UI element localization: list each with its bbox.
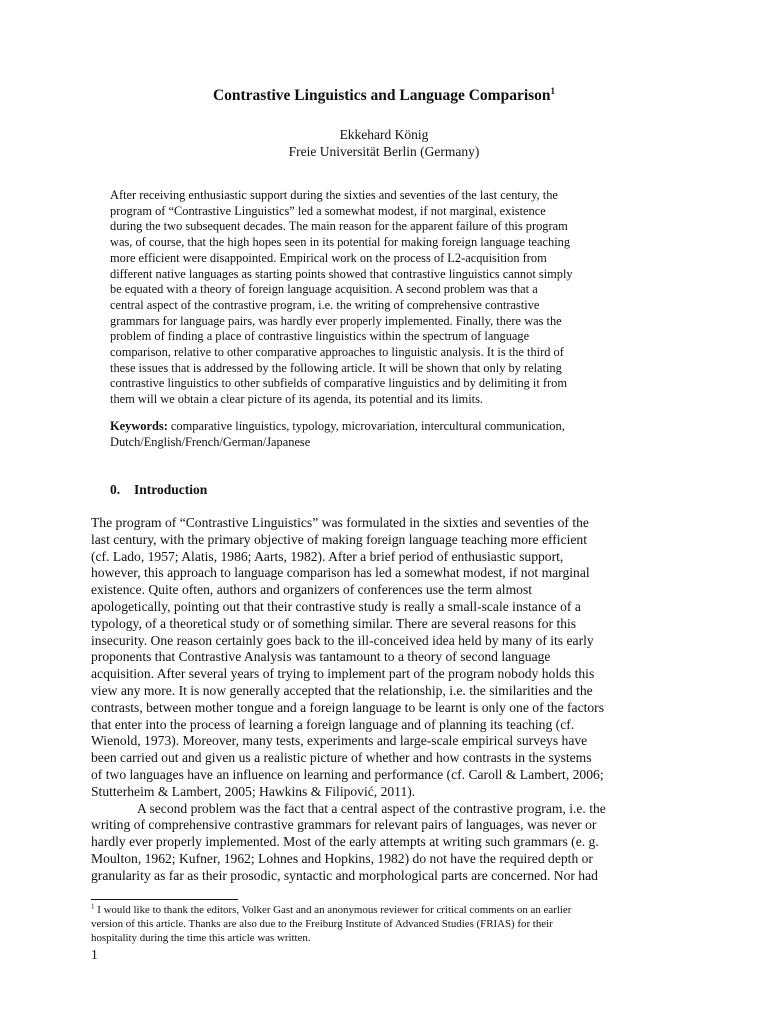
body-line: of two languages have an influence on learning and performance (cf. Caroll & Lambert, 2006; [91, 766, 604, 782]
page-number: 1 [91, 947, 98, 962]
body-line: The program of “Contrastive Linguistics” was formulated in the sixties and seventies of the [91, 515, 589, 530]
body-text [91, 515, 691, 885]
body-line: view any more. It is now generally accepted that the relationship, i.e. the similarities and the [91, 682, 593, 698]
footnote-line [91, 904, 691, 918]
body-line: proponents that Contrastive Analysis was tantamount to a theory of second language [91, 649, 551, 665]
body-line: insecurity. One reason certainly goes back to the ill-conceived idea held by many of its early [91, 632, 594, 648]
title-footnote-marker: 1 [550, 85, 556, 96]
abstract-line: grammars for language pairs, was hardly ever properly implemented. Finally, there was the [110, 313, 562, 328]
keywords-line [110, 419, 670, 435]
abstract [110, 188, 660, 408]
body-line-paragraph-start: A second problem was the fact that a central aspect of the contrastive program, i.e. the [137, 800, 606, 816]
abstract-line: was, of course, that the high hopes seen in its potential for making foreign language teaching [110, 235, 571, 250]
abstract-line: After receiving enthusiastic support during the sixties and seventies of the last century, the [110, 188, 558, 202]
body-line: existence. Quite often, authors and organizers of conferences use the term almost [91, 582, 533, 598]
body-line: granularity as far as their prosodic, syntactic and morphological parts are concerned. Nor had [91, 867, 598, 883]
abstract-line: during the two subsequent decades. The main reason for the apparent failure of this program [110, 219, 568, 234]
section-number: 0. [110, 482, 121, 497]
footnote-line: hospitality during the time this article was written. [91, 931, 311, 944]
footnote-line: version of this article. Thanks are also due to the Freiburg Institute of Advanced Studies (FRIAS) for their [91, 917, 553, 930]
body-line: last century, with the primary objective of making foreign language teaching more efficient [91, 531, 587, 547]
abstract-line: be equated with a theory of foreign language acquisition. A second problem was that a [110, 282, 538, 297]
abstract-line: different native languages as starting points showed that contrastive linguistics cannot simply [110, 266, 573, 281]
keywords [110, 419, 670, 450]
body-line: Wienold, 1973). Moreover, many tests, experiments and large-scale empirical surveys have [91, 733, 588, 749]
footnote-text: I would like to thank the editors, Volker Gast and an anonymous reviewer for critical comments on an earlier [94, 904, 572, 916]
keywords-values: comparative linguistics, typology, microvariation, intercultural communication, [167, 419, 565, 433]
body-line: that enter into the process of learning a foreign language and of planning its teaching (cf. [91, 716, 575, 732]
body-line: typology, of a theoretical study or of something similar. There are several reasons for this [91, 615, 577, 631]
body-line: writing of comprehensive contrastive grammars for relevant pairs of languages, was never or [91, 817, 597, 833]
section-title: Introduction [134, 482, 208, 497]
footnote [91, 904, 691, 945]
abstract-line: central aspect of the contrastive program, i.e. the writing of comprehensive contrastive [110, 297, 540, 312]
body-line: Moulton, 1962; Kufner, 1962; Lohnes and Hopkins, 1982) do not have the required depth or [91, 850, 593, 866]
author-affiliation: Freie Universität Berlin (Germany) [288, 144, 480, 159]
abstract-line: these issues that is addressed by the following article. It will be shown that only by relating [110, 360, 562, 375]
section-heading [110, 481, 207, 498]
abstract-line: contrastive linguistics to other subfields of comparative linguistics and by delimiting it from [110, 376, 567, 391]
author-name: Ekkehard König [339, 127, 429, 142]
abstract-line: problem of finding a place of contrastive linguistics within the spectrum of language [110, 329, 530, 344]
body-line: acquisition. After several years of trying to implement part of the program nobody holds this [91, 666, 595, 682]
article-title [0, 86, 768, 106]
abstract-line: program of “Contrastive Linguistics” led a somewhat modest, if not marginal, existence [110, 203, 546, 218]
keywords-label: Keywords: [110, 419, 168, 433]
abstract-line: more efficient were disappointed. Empirical work on the process of L2-acquisition from [110, 250, 547, 265]
body-line: hardly ever properly implemented. Most of the early attempts at writing such grammars (e. g. [91, 834, 599, 850]
footnote-marker: 1 [91, 902, 95, 911]
abstract-line: them will we obtain a clear picture of its agenda, its potential and its limits. [110, 392, 484, 407]
body-line: however, this approach to language comparison has led a somewhat modest, if not marginal [91, 565, 590, 581]
article-title-text: Contrastive Linguistics and Language Comparison [212, 87, 551, 104]
footnote-separator [91, 899, 238, 900]
body-line: (cf. Lado, 1957; Alatis, 1986; Aarts, 1982). After a brief period of enthusiastic support, [91, 548, 564, 564]
body-line: been carried out and given us a realistic picture of whether and how contrasts in the systems [91, 750, 592, 766]
body-line: contrasts, between mother tongue and a foreign language to be learnt is only one of the factors [91, 699, 604, 715]
abstract-line: comparison, relative to other comparative approaches to linguistic analysis. It is the third of [110, 345, 564, 360]
body-line: Stutterheim & Lambert, 2005; Hawkins & Filipović, 2011). [91, 783, 416, 799]
keywords-languages: Dutch/English/French/German/Japanese [110, 434, 311, 449]
body-line: apologetically, pointing out that their contrastive study is really a small-scale instance of a [91, 598, 581, 614]
